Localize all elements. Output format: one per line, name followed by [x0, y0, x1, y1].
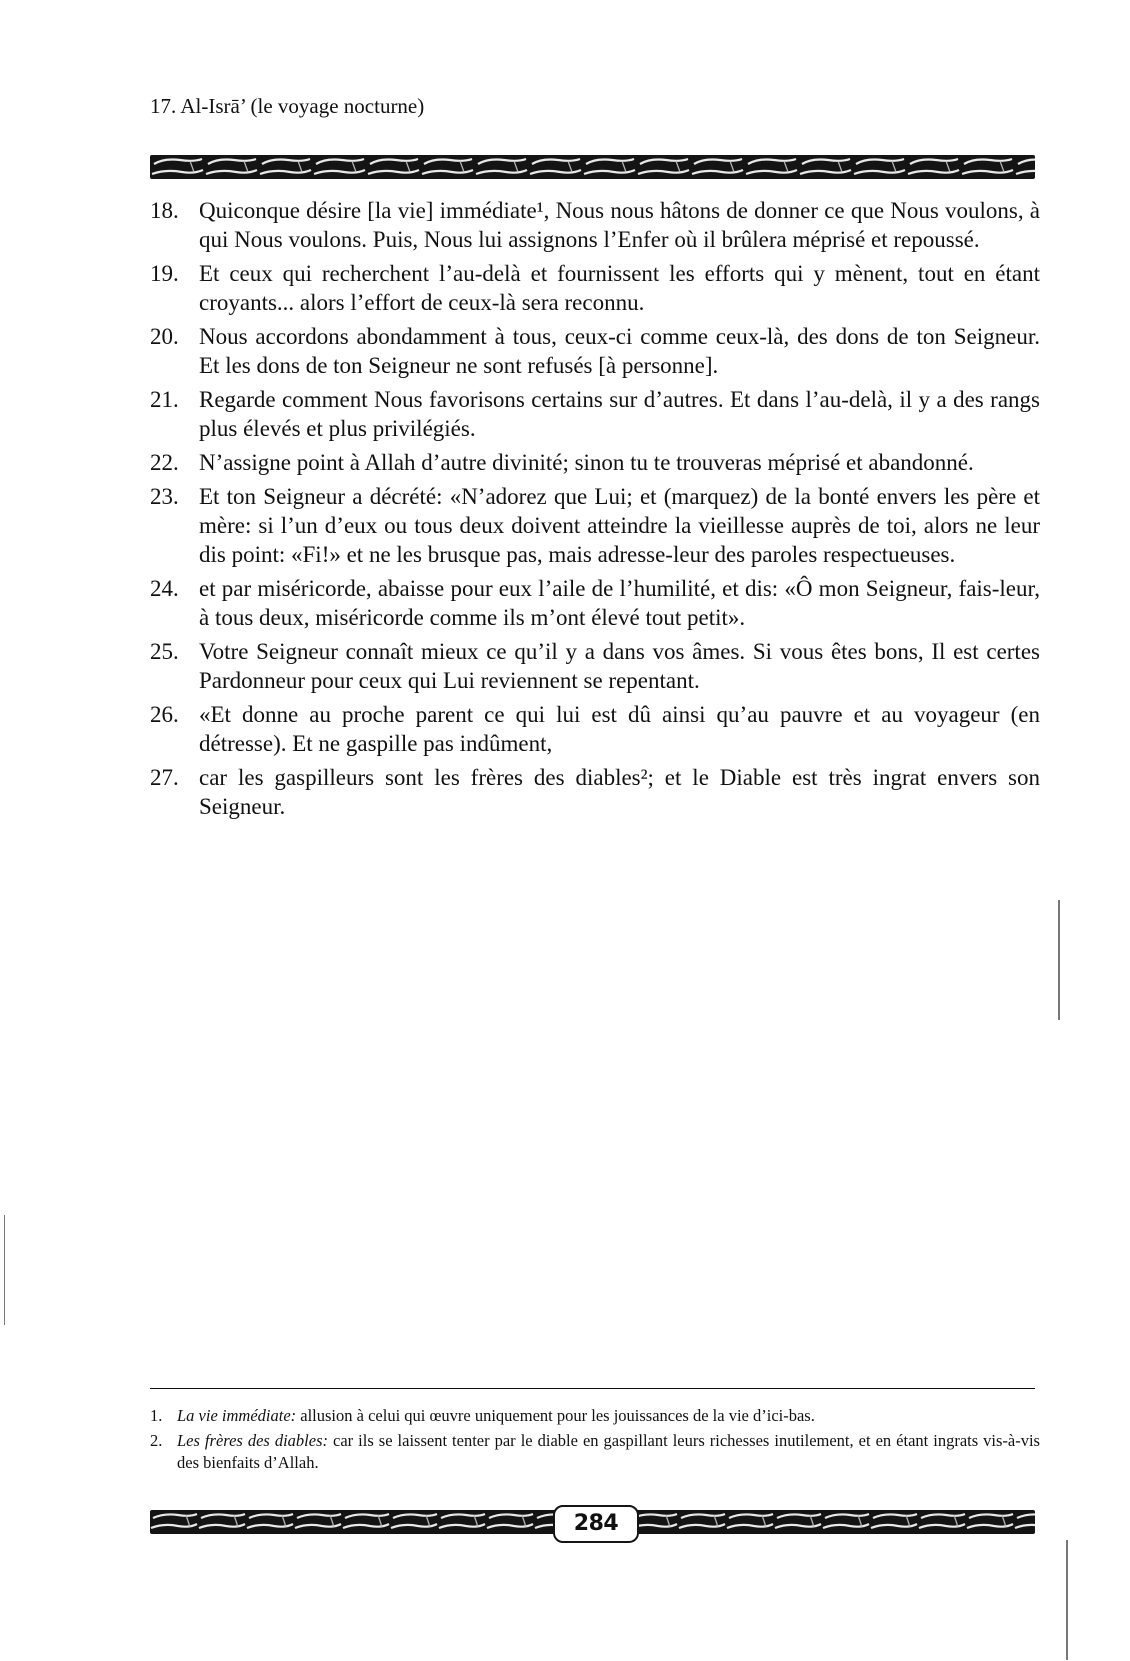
page-header: 17. Al-Isrā’ (le voyage nocturne) [150, 94, 425, 118]
verse-18 [150, 196, 1040, 254]
verse-text: N’assigne point à Allah d’autre divinité; sinon tu te trouveras méprisé et abandonné. [199, 450, 974, 475]
verse-number: 22. [150, 450, 179, 475]
verse-27 [150, 763, 1040, 821]
scan-edge-mark [1066, 1540, 1068, 1660]
verse-22 [150, 448, 1040, 477]
footnote-text: car ils se laissent tenter par le diable en gaspillant leurs richesses inutilement, et en étant ingrats vis-à-vis des bienfaits d’Allah. [177, 1431, 1040, 1472]
verse-text: Votre Seigneur connaît mieux ce qu’il y a dans vos âmes. Si vous êtes bons, Il est certes Pardonneur pour ceux qui Lui reviennent se repentant. [199, 639, 1040, 693]
verse-text: Regarde comment Nous favorisons certains sur d’autres. Et dans l’au-delà, il y a des rangs plus élevés et plus privilégiés. [199, 387, 1040, 441]
footnote-term: La vie immédiate: [177, 1406, 297, 1425]
verse-number: 18. [150, 198, 179, 223]
verse-26 [150, 700, 1040, 758]
scan-edge-mark [4, 1215, 5, 1325]
page-number: 284 [553, 1505, 639, 1543]
verse-text: Nous accordons abondamment à tous, ceux-ci comme ceux-là, des dons de ton Seigneur. Et les dons de ton Seigneur ne sont refusés [à personne]. [199, 324, 1040, 378]
verse-number: 27. [150, 765, 179, 790]
verse-number: 21. [150, 387, 179, 412]
verse-text: Et ton Seigneur a décrété: «N’adorez que Lui; et (marquez) de la bonté envers les père et mère: si l’un d’eux ou tous deux doivent atteindre la vieillesse auprès de toi, alors ne leur dis point: «Fi!» et ne les brusque pas, mais adresse-leur des paroles respectueuses. [199, 484, 1040, 567]
verse-19 [150, 259, 1040, 317]
verse-25 [150, 637, 1040, 695]
footnote-2 [150, 1430, 1040, 1474]
footnote-number: 2. [150, 1431, 163, 1450]
verse-number: 26. [150, 702, 179, 727]
verse-text: Et ceux qui recherchent l’au-delà et fournissent les efforts qui y mènent, tout en étant croyants... alors l’effort de ceux-là sera reconnu. [199, 261, 1040, 315]
footnote-text: allusion à celui qui œuvre uniquement pour les jouissances de la vie d’ici-bas. [300, 1406, 815, 1425]
verse-text: car les gaspilleurs sont les frères des diables²; et le Diable est très ingrat envers son Seigneur. [199, 765, 1040, 819]
ornamental-band-top [150, 155, 1035, 179]
verse-text: et par miséricorde, abaisse pour eux l’aile de l’humilité, et dis: «Ô mon Seigneur, fais-leur, à tous deux, miséricorde comme ils m’ont élevé tout petit». [199, 576, 1040, 630]
verse-text: «Et donne au proche parent ce qui lui est dû ainsi qu’au pauvre et au voyageur (en détresse). Et ne gaspille pas indûment, [199, 702, 1040, 756]
footnotes [150, 1405, 1040, 1477]
footnote-1 [150, 1405, 1040, 1427]
verse-number: 24. [150, 576, 179, 601]
verse-number: 25. [150, 639, 179, 664]
verse-number: 23. [150, 484, 179, 509]
scan-edge-mark [1058, 900, 1060, 1020]
footnote-divider [150, 1388, 1035, 1389]
verse-number: 19. [150, 261, 179, 286]
footnote-term: Les frères des diables: [177, 1431, 328, 1450]
verse-number: 20. [150, 324, 179, 349]
chain-ornament-icon [150, 155, 1035, 179]
verse-text: Quiconque désire [la vie] immédiate¹, Nous nous hâtons de donner ce que Nous voulons, à qui Nous voulons. Puis, Nous lui assignons l’Enfer où il brûlera méprisé et repoussé. [199, 198, 1040, 252]
verse-23 [150, 482, 1040, 569]
verse-20 [150, 322, 1040, 380]
verse-21 [150, 385, 1040, 443]
verse-list [150, 196, 1040, 826]
footnote-number: 1. [150, 1406, 163, 1425]
verse-24 [150, 574, 1040, 632]
